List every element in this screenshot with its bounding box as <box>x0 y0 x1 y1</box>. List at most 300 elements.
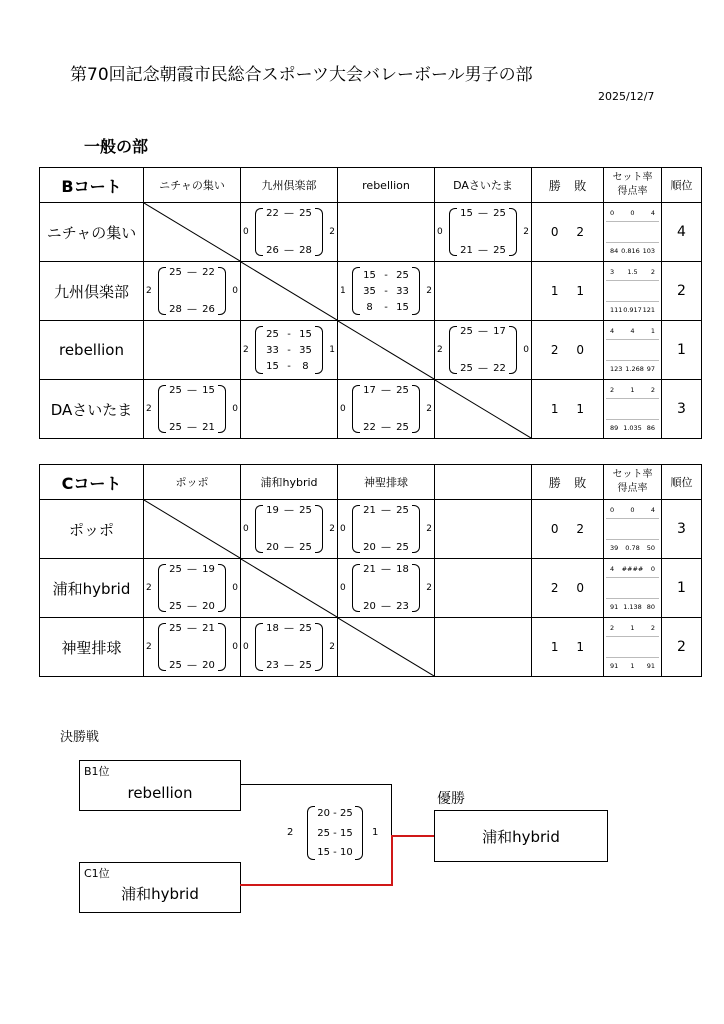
set-score <box>360 286 412 297</box>
match-cell <box>435 203 532 262</box>
loss-label: 敗 <box>574 475 587 490</box>
score-dash: — <box>283 245 294 256</box>
point-rate-value: 103 <box>642 247 655 255</box>
set-rate-value: 2 <box>610 386 615 394</box>
final-title: 決勝戦 <box>60 730 100 745</box>
rate-divider <box>606 636 659 658</box>
rank-value: 4 <box>662 203 702 262</box>
score-dash: — <box>186 601 197 612</box>
rate-box <box>606 207 659 257</box>
score-own: 25 <box>460 363 473 374</box>
score-own: 25 <box>169 601 182 612</box>
win-loss-header <box>532 168 604 203</box>
score-opponent: 18 <box>396 564 409 575</box>
score-own: 25 <box>169 267 182 278</box>
score-own: 22 <box>363 422 376 433</box>
wins: 1 <box>550 402 559 416</box>
set-scores <box>166 267 218 315</box>
score-opponent: 25 <box>396 269 409 281</box>
score-dash: — <box>283 505 294 516</box>
set-rate-value: 2 <box>650 268 655 276</box>
losses: 0 <box>576 343 585 357</box>
set-rate-value: 2 <box>650 624 655 632</box>
sets-won: 0 <box>340 404 346 414</box>
set-score <box>263 345 315 356</box>
score-opponent: 15 <box>202 385 215 396</box>
set-rate-value: 1.5 <box>627 268 638 276</box>
match-result <box>241 203 337 261</box>
match-cell <box>435 618 532 677</box>
set-rate-value: 4 <box>610 327 615 335</box>
paren-left <box>255 505 263 553</box>
paren-right <box>412 385 420 433</box>
point-rate-values <box>606 544 659 552</box>
set-rate-value: 0 <box>650 565 655 573</box>
win-loss-cell <box>532 203 604 262</box>
score-own: 15 <box>460 208 473 219</box>
score-own: 25 <box>460 326 473 337</box>
score-own: 22 <box>266 208 279 219</box>
score-dash: — <box>283 660 294 671</box>
match-result <box>435 321 531 379</box>
match-cell <box>338 618 435 677</box>
set-scores <box>166 564 218 612</box>
paren-left <box>158 564 166 612</box>
sets-won: 2 <box>146 583 152 593</box>
score-dash: — <box>380 564 391 575</box>
match-result <box>338 559 434 617</box>
score-own: 17 <box>363 385 376 396</box>
paren-right <box>315 208 323 256</box>
row-team-name: 浦和hybrid <box>40 559 144 618</box>
wins: 1 <box>550 640 559 654</box>
sets-lost: 1 <box>329 345 335 355</box>
win-loss-header <box>532 465 604 500</box>
match-cell <box>144 380 241 439</box>
score-opponent: 23 <box>396 601 409 612</box>
paren-left <box>158 267 166 315</box>
paren-left <box>352 385 360 433</box>
losses: 2 <box>576 225 585 239</box>
score-dash: - <box>384 285 388 297</box>
point-rate-label: 得点率 <box>617 483 648 494</box>
match-result <box>241 500 337 558</box>
c1-team: 浦和hybrid <box>121 885 199 903</box>
point-rate-values <box>606 662 659 670</box>
score-own: 15 <box>363 269 376 281</box>
sets-won: 1 <box>340 286 346 296</box>
set-scores <box>360 505 412 553</box>
rate-cell <box>604 203 662 262</box>
score-opponent: 35 <box>299 344 312 356</box>
set-rate-value: 4 <box>630 327 635 335</box>
rate-box <box>606 325 659 375</box>
match-cell <box>338 380 435 439</box>
set-score <box>166 267 218 278</box>
win-loss-values <box>532 640 603 654</box>
rank-value: 1 <box>662 321 702 380</box>
column-header-team: DAさいたま <box>435 168 532 203</box>
sets-won: 2 <box>146 286 152 296</box>
score-opponent: 25 <box>299 660 312 671</box>
sets-won: 2 <box>437 345 443 355</box>
rate-divider <box>606 577 659 599</box>
score-opponent: 21 <box>202 422 215 433</box>
score-own: 18 <box>266 623 279 634</box>
score-dash: — <box>186 385 197 396</box>
point-rate-value: 97 <box>646 365 655 373</box>
score-opponent: 21 <box>202 623 215 634</box>
score-opponent: 25 <box>396 542 409 553</box>
paren-right <box>315 623 323 671</box>
score-dash: — <box>283 623 294 634</box>
score-dash: — <box>283 208 294 219</box>
match-result <box>435 203 531 261</box>
wins: 0 <box>550 225 559 239</box>
score-dash: — <box>186 660 197 671</box>
court-b-table <box>39 167 702 439</box>
score-dash: - <box>384 301 388 313</box>
score-opponent: 33 <box>396 285 409 297</box>
wins: 1 <box>550 284 559 298</box>
sets-lost: 2 <box>426 583 432 593</box>
set-score <box>263 208 315 219</box>
win-label: 勝 <box>548 475 561 490</box>
sets-won: 0 <box>437 227 443 237</box>
c1-tag: C1位 <box>84 867 110 880</box>
set-rate-value: 4 <box>650 506 655 514</box>
set-rate-label: セット率 <box>612 172 653 183</box>
diagonal-line <box>338 321 434 379</box>
score-own: 25 <box>169 385 182 396</box>
win-loss-cell <box>532 380 604 439</box>
match-cell <box>435 559 532 618</box>
paren-right <box>315 326 323 374</box>
point-rate-values <box>606 365 659 373</box>
court-name: Cコート <box>40 465 144 500</box>
match-cell <box>241 262 338 321</box>
match-cell <box>144 618 241 677</box>
section-title: 一般の部 <box>84 137 149 156</box>
team-row <box>40 618 702 677</box>
sets-won: 0 <box>243 227 249 237</box>
set-rate-value: 2 <box>610 624 615 632</box>
set-rate-value: 0 <box>610 209 615 217</box>
match-cell <box>435 321 532 380</box>
score-opponent: 22 <box>202 267 215 278</box>
b1-line-h <box>240 784 392 785</box>
point-rate-value: 0.78 <box>625 544 640 552</box>
set-score <box>263 542 315 553</box>
match-result <box>338 500 434 558</box>
rank-header: 順位 <box>662 168 702 203</box>
sets-lost: 0 <box>232 583 238 593</box>
paren-right <box>218 564 226 612</box>
set-rate-values <box>606 386 659 394</box>
court-c-table <box>39 464 702 677</box>
set-score <box>263 245 315 256</box>
point-rate-value: 1.138 <box>623 603 642 611</box>
sets-lost: 2 <box>329 524 335 534</box>
team-row <box>40 262 702 321</box>
win-loss-values <box>532 581 603 595</box>
set-rate-values <box>606 624 659 632</box>
set-scores <box>263 208 315 256</box>
rate-cell <box>604 559 662 618</box>
score-dash: — <box>380 505 391 516</box>
losses: 2 <box>576 522 585 536</box>
score-opponent: 25 <box>493 208 506 219</box>
score-own: 28 <box>169 304 182 315</box>
set-score <box>360 601 412 612</box>
score-opponent: 25 <box>396 505 409 516</box>
match-cell <box>241 203 338 262</box>
rate-box <box>606 622 659 672</box>
sets-won: 2 <box>243 345 249 355</box>
set-scores <box>263 623 315 671</box>
set-score <box>166 422 218 433</box>
set-rate-value: 1 <box>650 327 655 335</box>
match-cell <box>338 262 435 321</box>
score-own: 20 <box>266 542 279 553</box>
set-score <box>166 564 218 575</box>
score-opponent: 25 <box>299 208 312 219</box>
set-scores <box>263 326 315 374</box>
score-own: 33 <box>266 344 279 356</box>
wins: 0 <box>550 522 559 536</box>
rate-divider <box>606 339 659 361</box>
set-score <box>360 302 412 313</box>
column-header-team: ポッポ <box>144 465 241 500</box>
point-rate-value: 91 <box>610 662 619 670</box>
set-rate-value: #### <box>621 565 644 573</box>
rate-box <box>606 266 659 316</box>
match-result <box>144 618 240 676</box>
sets-won: 2 <box>146 642 152 652</box>
score-dash: — <box>186 304 197 315</box>
rate-box <box>606 563 659 613</box>
score-own: 20 <box>363 542 376 553</box>
set-rate-value: 0 <box>610 506 615 514</box>
paren-right <box>412 267 420 315</box>
score-own: 15 <box>266 360 279 372</box>
score-dash: - <box>287 360 291 372</box>
sets-lost: 2 <box>329 642 335 652</box>
score-opponent: 15 <box>299 328 312 340</box>
win-loss-values <box>532 343 603 357</box>
champion-label: 優勝 <box>437 791 465 807</box>
set-score <box>457 245 509 256</box>
wins: 2 <box>550 581 559 595</box>
column-header-team: ニチャの集い <box>144 168 241 203</box>
rate-cell <box>604 500 662 559</box>
point-rate-value: 0.917 <box>623 306 642 314</box>
score-opponent: 26 <box>202 304 215 315</box>
rate-cell <box>604 618 662 677</box>
score-own: 19 <box>266 505 279 516</box>
paren-right <box>315 505 323 553</box>
point-rate-value: 1.035 <box>623 424 642 432</box>
set-score <box>360 270 412 281</box>
set-rate-label: セット率 <box>612 469 653 480</box>
match-cell <box>241 559 338 618</box>
score-dash: — <box>380 422 391 433</box>
point-rate-values <box>606 247 659 255</box>
row-team-name: ニチャの集い <box>40 203 144 262</box>
score-dash: — <box>477 326 488 337</box>
match-cell <box>241 380 338 439</box>
champion-team: 浦和hybrid <box>482 828 560 846</box>
score-dash: — <box>380 385 391 396</box>
score-dash: — <box>380 542 391 553</box>
diagonal-line <box>241 559 337 617</box>
column-header-team: 神聖排球 <box>338 465 435 500</box>
wins: 2 <box>550 343 559 357</box>
b1-line-v <box>391 784 392 836</box>
match-cell <box>435 500 532 559</box>
score-dash: - <box>287 344 291 356</box>
score-own: 21 <box>363 505 376 516</box>
score-dash: — <box>283 542 294 553</box>
sets-won: 0 <box>340 524 346 534</box>
score-opponent: 25 <box>299 505 312 516</box>
win-loss-values <box>532 284 603 298</box>
set-scores <box>457 208 509 256</box>
rate-header <box>604 465 662 500</box>
point-rate-value: 1 <box>630 662 635 670</box>
b1-team: rebellion <box>127 784 193 802</box>
set-rate-values <box>606 506 659 514</box>
rate-cell <box>604 321 662 380</box>
win-loss-cell <box>532 321 604 380</box>
match-cell <box>241 321 338 380</box>
set-score <box>360 385 412 396</box>
paren-left <box>158 385 166 433</box>
set-score <box>166 304 218 315</box>
match-cell <box>338 203 435 262</box>
team-row <box>40 380 702 439</box>
row-team-name: 神聖排球 <box>40 618 144 677</box>
loss-label: 敗 <box>574 178 587 193</box>
sets-lost: 0 <box>232 286 238 296</box>
diagonal-line <box>241 262 337 320</box>
paren-left <box>255 208 263 256</box>
rate-cell <box>604 380 662 439</box>
set-rate-values <box>606 268 659 276</box>
score-opponent: 25 <box>493 245 506 256</box>
set-rate-value: 1 <box>630 624 635 632</box>
rate-box <box>606 384 659 434</box>
sets-lost: 0 <box>232 404 238 414</box>
set-score <box>360 542 412 553</box>
score-opponent: 8 <box>302 360 309 372</box>
match-result <box>241 321 337 379</box>
point-rate-value: 123 <box>610 365 623 373</box>
rate-divider <box>606 398 659 420</box>
score-own: 25 <box>169 422 182 433</box>
sets-lost: 2 <box>426 524 432 534</box>
set-rate-value: 3 <box>610 268 615 276</box>
set-score <box>166 623 218 634</box>
score-dash: — <box>186 623 197 634</box>
set-score <box>263 660 315 671</box>
final-score-right: 1 <box>372 827 379 838</box>
set-scores <box>166 385 218 433</box>
final-set-1: 20 - 25 <box>317 808 353 819</box>
team-row <box>40 321 702 380</box>
score-own: 20 <box>363 601 376 612</box>
set-score <box>166 601 218 612</box>
set-score <box>457 363 509 374</box>
match-cell <box>144 500 241 559</box>
point-rate-value: 84 <box>610 247 619 255</box>
score-opponent: 20 <box>202 601 215 612</box>
rate-header <box>604 168 662 203</box>
page-title: 第70回記念朝霞市民総合スポーツ大会バレーボール男子の部 <box>70 65 533 85</box>
paren-right <box>412 505 420 553</box>
sets-won: 2 <box>146 404 152 414</box>
losses: 0 <box>576 581 585 595</box>
score-own: 26 <box>266 245 279 256</box>
score-own: 25 <box>169 564 182 575</box>
sets-lost: 0 <box>523 345 529 355</box>
win-loss-labels <box>532 177 603 194</box>
score-opponent: 25 <box>299 623 312 634</box>
rank-header: 順位 <box>662 465 702 500</box>
final-set-2: 25 - 15 <box>317 827 353 839</box>
row-team-name: DAさいたま <box>40 380 144 439</box>
point-rate-value: 39 <box>610 544 619 552</box>
court-name: Bコート <box>40 168 144 203</box>
win-label: 勝 <box>548 178 561 193</box>
point-rate-values <box>606 603 659 611</box>
match-result <box>144 559 240 617</box>
score-dash: — <box>186 267 197 278</box>
score-dash: — <box>186 564 197 575</box>
win-loss-labels <box>532 474 603 491</box>
match-result <box>144 380 240 438</box>
match-cell <box>241 618 338 677</box>
match-cell <box>338 559 435 618</box>
score-opponent: 28 <box>299 245 312 256</box>
paren-left <box>352 564 360 612</box>
diagonal-line <box>435 380 531 438</box>
sets-won: 0 <box>243 642 249 652</box>
score-opponent: 25 <box>299 542 312 553</box>
score-dash: - <box>384 269 388 281</box>
row-team-name: 九州倶楽部 <box>40 262 144 321</box>
set-scores <box>360 267 412 315</box>
paren-left <box>449 326 457 374</box>
paren-left <box>158 623 166 671</box>
sets-lost: 0 <box>232 642 238 652</box>
match-cell <box>338 500 435 559</box>
set-scores <box>166 623 218 671</box>
rank-value: 2 <box>662 262 702 321</box>
score-dash: — <box>186 422 197 433</box>
set-scores <box>263 505 315 553</box>
score-dash: — <box>477 245 488 256</box>
column-header-team: 九州倶楽部 <box>241 168 338 203</box>
match-cell <box>241 500 338 559</box>
paren-right <box>412 564 420 612</box>
score-own: 21 <box>460 245 473 256</box>
set-score <box>457 208 509 219</box>
losses: 1 <box>576 640 585 654</box>
team-row <box>40 500 702 559</box>
point-rate-value: 89 <box>610 424 619 432</box>
diagonal-line <box>144 203 240 261</box>
